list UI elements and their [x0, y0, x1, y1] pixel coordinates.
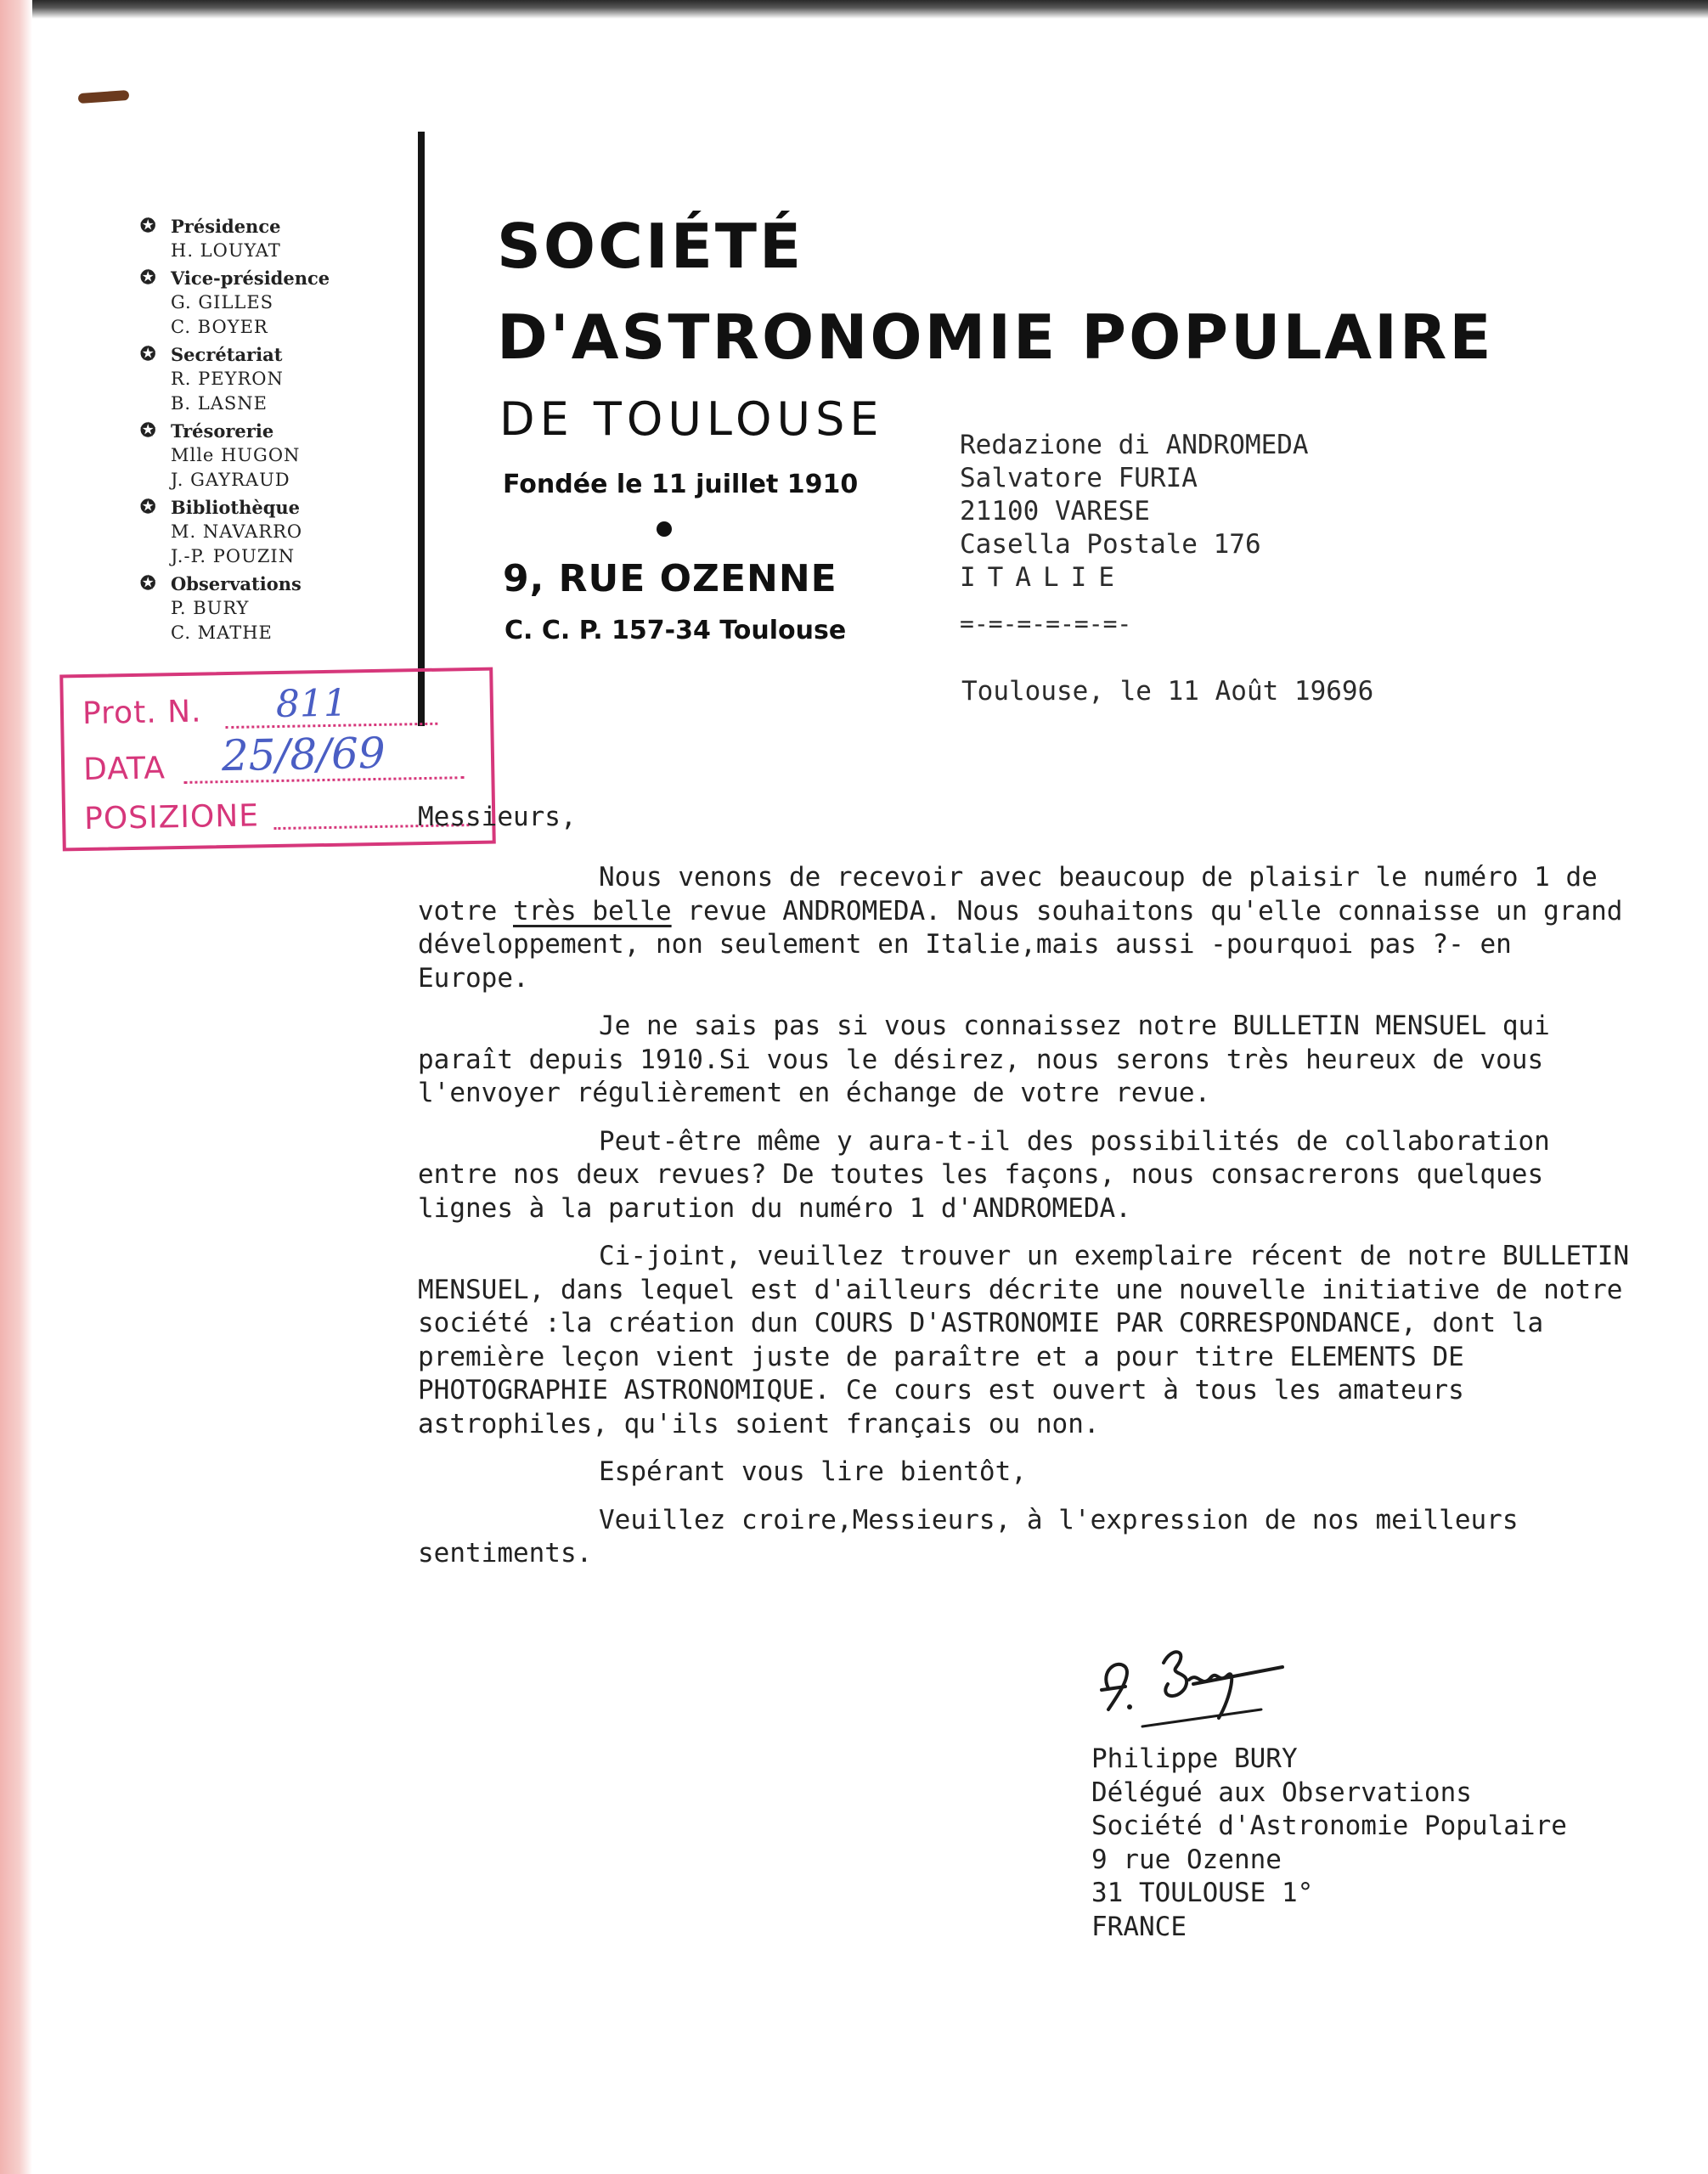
paper-left-edge	[0, 0, 32, 2174]
signer-org: Société d'Astronomie Populaire	[1091, 1811, 1567, 1841]
salutation: Messieurs,	[418, 802, 577, 832]
officer-role: Bibliothèque	[171, 497, 301, 518]
society-title-line1: SOCIÉTÉ	[497, 211, 804, 282]
society-street: 9, RUE OZENNE	[503, 557, 837, 600]
paragraph: Peut-être même y aura-t-il des possibilités de collaboration entre nos deux revues? De toutes les façons, nous consacrerons quelques lignes à la parution du numéro 1 d'ANDROMEDA.	[418, 1125, 1550, 1224]
country-underline: =-=-=-=-=-=-	[960, 610, 1132, 638]
officer-group-secretariat	[140, 342, 395, 416]
stamp-label-data: DATA	[82, 751, 166, 787]
officer-name: B. LASNE	[171, 393, 268, 414]
stamp-label-prot: Prot. N.	[82, 694, 202, 732]
recipient-address	[960, 429, 1309, 594]
signer-title: Délégué aux Observations	[1091, 1777, 1472, 1808]
handwritten-signature	[1091, 1637, 1304, 1731]
officer-group-vice-presidence	[140, 266, 395, 340]
paragraph: Veuillez croire,Messieurs, à l'expression de nos meilleurs sentiments.	[418, 1504, 1519, 1569]
underlined-phrase: très belle	[512, 895, 672, 926]
stamp-prot-handwritten: 811	[275, 681, 348, 727]
society-city: DE TOULOUSE	[499, 392, 884, 446]
ink-smudge	[78, 90, 130, 104]
letterhead-divider	[418, 132, 425, 726]
star-bullet-icon: ✪	[140, 343, 156, 365]
officer-role: Observations	[171, 573, 302, 594]
recipient-line: 21100 VARESE	[960, 496, 1150, 527]
paragraph: Espérant vous lire bientôt,	[599, 1456, 1027, 1487]
signer-city: 31 TOULOUSE 1°	[1091, 1878, 1314, 1908]
officer-role: Présidence	[171, 216, 281, 237]
recipient-line: Salvatore FURIA	[960, 463, 1198, 493]
star-bullet-icon: ✪	[140, 420, 156, 442]
officer-group-tresorerie	[140, 419, 395, 493]
signer-country: FRANCE	[1091, 1911, 1187, 1942]
paragraph: Nous venons de recevoir avec beaucoup de plaisir le numéro 1 de votre très belle revue ANDROMEDA. Nous souhaitons qu'elle connaisse un grand développement, non seulement en Italie,mais aussi -pourquoi pas ?- en Europe.	[418, 862, 1623, 994]
officer-name: Mlle HUGON	[171, 445, 301, 465]
officer-group-bibliotheque	[140, 495, 395, 569]
stamp-date-handwritten: 25/8/69	[221, 728, 386, 781]
officer-group-presidence	[140, 214, 395, 263]
signature-block	[1091, 1743, 1567, 1944]
bullet-dot-icon	[657, 521, 672, 537]
recipient-line: Redazione di ANDROMEDA	[960, 430, 1309, 460]
officer-name: P. BURY	[171, 598, 250, 618]
officer-role: Secrétariat	[171, 344, 283, 365]
letter-date: Toulouse, le 11 Août 19696	[961, 676, 1374, 707]
officer-name: C. MATHE	[171, 622, 273, 643]
officer-role: Trésorerie	[171, 420, 274, 442]
stamp-label-posizione: POSIZIONE	[83, 798, 260, 836]
officers-list	[140, 214, 395, 648]
officer-name: R. PEYRON	[171, 369, 284, 389]
star-bullet-icon: ✪	[140, 572, 156, 594]
paper-top-edge	[0, 0, 1708, 19]
letter-body	[418, 861, 1632, 1585]
recipient-line: Casella Postale 176	[960, 529, 1261, 560]
officer-name: H. LOUYAT	[171, 240, 281, 261]
signer-street: 9 rue Ozenne	[1091, 1844, 1282, 1875]
officer-group-observations	[140, 572, 395, 645]
officer-name: M. NAVARRO	[171, 521, 303, 542]
officer-name: C. BOYER	[171, 317, 268, 337]
officer-name: J. GAYRAUD	[171, 470, 290, 490]
officer-role: Vice-présidence	[171, 268, 330, 289]
society-ccp: C. C. P. 157-34 Toulouse	[505, 616, 847, 645]
founded-date: Fondée le 11 juillet 1910	[503, 470, 859, 499]
paragraph: Ci-joint, veuillez trouver un exemplaire récent de notre BULLETIN MENSUEL, dans lequel est d'ailleurs décrite une nouvelle initiative de notre société :la création dun COURS D'ASTRONOMIE PAR CORRESPONDANCE, dont la première leçon vient juste de paraître et a pour titre ELEMENTS DE PHOTOGRAPHIE ASTRONOMIQUE. Ce cours est ouvert à tous les amateurs astrophiles, qu'ils soient français ou non.	[418, 1241, 1630, 1439]
star-bullet-icon: ✪	[140, 267, 156, 289]
paragraph: Je ne sais pas si vous connaissez notre BULLETIN MENSUEL qui paraît depuis 1910.Si vous le désirez, nous serons très heureux de vous l'envoyer régulièrement en échange de votre revue.	[418, 1011, 1550, 1108]
recipient-country: ITALIE	[960, 562, 1126, 593]
officer-name: J.-P. POUZIN	[171, 546, 296, 566]
star-bullet-icon: ✪	[140, 496, 156, 518]
signer-name: Philippe BURY	[1091, 1743, 1298, 1774]
society-title-line2: D'ASTRONOMIE POPULAIRE	[497, 301, 1494, 373]
star-bullet-icon: ✪	[140, 215, 156, 237]
officer-name: G. GILLES	[171, 292, 274, 313]
